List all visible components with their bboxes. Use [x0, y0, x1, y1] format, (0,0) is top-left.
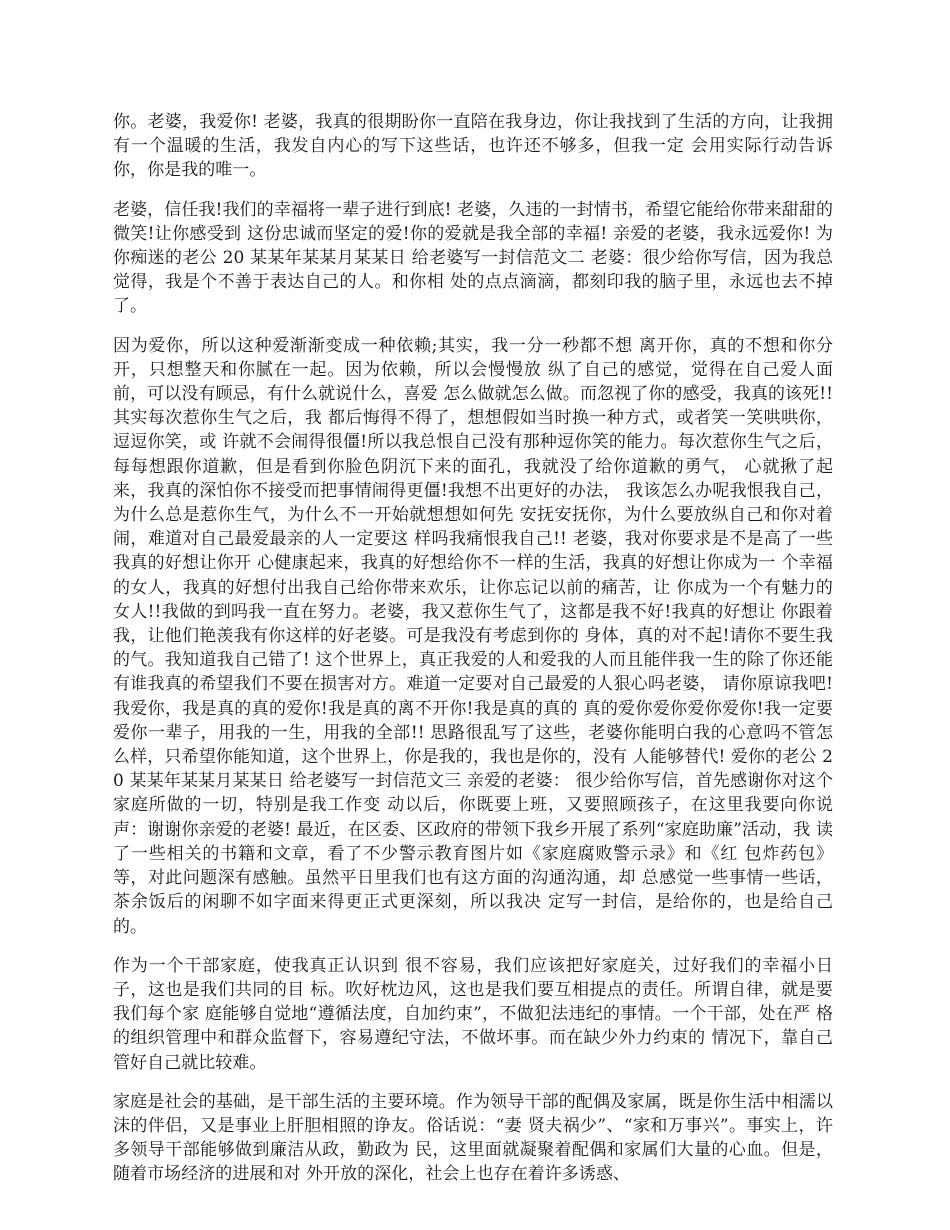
paragraph: 你。老婆，我爱你! 老婆，我真的很期盼你一直陪在我身边，你让我找到了生活的方向，让我拥有一个温暖的生活，我发自内心的写下这些话，也许还不够多，但我一定 会用实际行动告诉你，你是我的唯一。: [113, 112, 833, 181]
paragraph: 作为一个干部家庭，使我真正认识到 很不容易，我们应该把好家庭关，过好我们的幸福小日子，这也是我们共同的目 标。吹好枕边风，这也是我们要互相提点的责任。所谓自律，就是要我们每个家 庭能够自觉地“遵循法度，自加约束”，不做犯法违纪的事情。一个干部，处在严 格的组织管理中和群众监督下，容易遵纪守法，不做坏事。而在缺少外力约束的 情况下，靠自己管好自己就比较难。: [113, 955, 833, 1073]
paragraph: 家庭是社会的基础，是干部生活的主要环境。作为领导干部的配偶及家属，既是你生活中相濡以沫的伴侣，又是事业上肝胆相照的诤友。俗话说：“妻 贤夫祸少”、“家和万事兴”。事实上，许多领导干部能够做到廉洁从政，勤政为 民，这里面就凝聚着配偶和家属们大量的心血。但是，随着市场经济的进展和对 外开放的深化，社会上也存在着许多诱惑、: [113, 1091, 833, 1185]
paragraph: 因为爱你，所以这种爱渐渐变成一种依赖;其实，我一分一秒都不想 离开你，真的不想和你分开，只想整天和你腻在一起。因为依赖，所以会慢慢放 纵了自己的感觉，觉得在自己爱人面前，可以没有顾忌，有什么就说什么，喜爱 怎么做就怎么做。而忽视了你的感受，我真的该死!!其实每次惹你生气之后，我 都后悔得不得了，想想假如当时换一种方式，或者笑一笑哄哄你，逗逗你笑，或 许就不会闹得很僵!所以我总恨自己没有那种逗你笑的能力。每次惹你生气之后， 每每想跟你道歉，但是看到你脸色阴沉下来的面孔，我就没了给你道歉的勇气， 心就揪了起来，我真的深怕你不接受而把事情闹得更僵!我想不出更好的办法， 我该怎么办呢我恨我自己，为什么总是惹你生气，为什么不一开始就想想如何先 安抚安抚你，为什么要放纵自己和你对着闹，难道对自己最爱最亲的人一定要这 样吗我痛恨我自己!! 老婆，我对你要求是不是高了一些我真的好想让你开 心健康起来，我真的好想给你不一样的生活，我真的好想让你成为一 个幸福的女人，我真的好想付出我自己给你带来欢乐，让你忘记以前的痛苦，让 你成为一个有魅力的女人!!我做的到吗我一直在努力。老婆，我又惹你生气了，这都是我不好!我真的好想让 你跟着我，让他们艳羡我有你这样的好老婆。可是我没有考虑到你的 身体，真的对不起!请你不要生我的气。我知道我自己错了! 这个世界上，真正我爱的人和爱我的人而且能伴我一生的除了你还能 有谁我真的希望我们不要在损害对方。难道一定要对自己最爱的人狠心吗老婆， 请你原谅我吧!我爱你，我是真的真的爱你!我是真的离不开你!我是真的真的 真的爱你爱你爱你爱你!我一定要爱你一辈子，用我的一生，用我的全部!! 思路很乱写了这些，老婆你能明白我的心意吗不管怎 么样，只希望你能知道，这个世界上，你是我的，我也是你的，没有 人能够替代! 爱你的老公 20 某某年某某月某某日 给老婆写一封信范文三 亲爱的老婆： 很少给你写信，首先感谢你对这个家庭所做的一切，特别是我工作变 动以后，你既要上班，又要照顾孩子，在这里我要向你说声：谢谢你亲爱的老婆! 最近，在区委、区政府的带领下我乡开展了系列“家庭助廉”活动，我 读了一些相关的书籍和文章，看了不少警示教育图片如《家庭腐败警示录》和《红 包炸药包》等，对此问题深有感触。虽然平日里我们也有这方面的沟通沟通，却 总感觉一些事情一些话，茶余饭后的闲聊不如字面来得更正式更深刻，所以我决 定写一封信，是给你的，也是给自己的。: [113, 335, 833, 937]
paragraph: 老婆，信任我!我们的幸福将一辈子进行到底! 老婆，久违的一封情书，希望它能给你带来甜甜的微笑!让你感受到 这份忠诚而坚定的爱!你的爱就是我全部的幸福! 亲爱的老婆，我永远爱你! 为你痴迷的老公 20 某某年某某月某某日 给老婆写一封信范文二 老婆：很少给你写信，因为我总觉得，我是个不善于表达自己的人。和你相 处的点点滴滴，都刻印我的脑子里，永远也去不掉了。: [113, 199, 833, 317]
document-body: [113, 110, 833, 1202]
